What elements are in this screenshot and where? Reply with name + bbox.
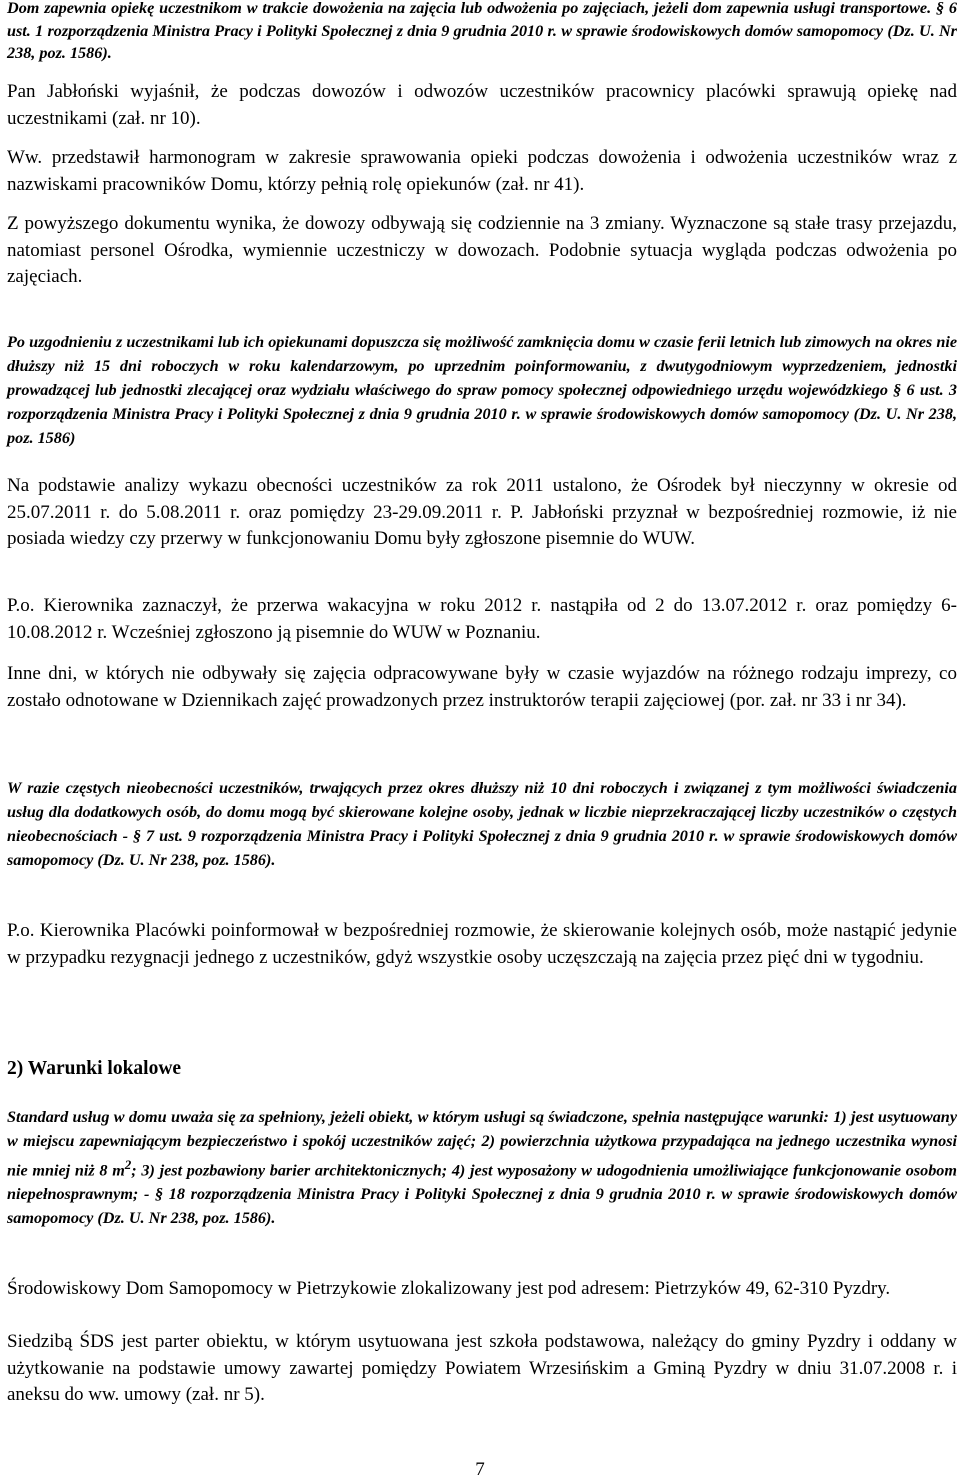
paragraph-attendance-analysis: Na podstawie analizy wykazu obecności uczestników za rok 2011 ustalono, że Ośrodek był nieczynny w okresie od 25.07.2011 r. do 5.08.2011 r. oraz pomiędzy 23-29.09.2011 r. P. Jabłoński przyznał w bezpośredniej rozmowie, iż nie posiada wiedzy czy przerwy w funkcjonowaniu Domu były zgłoszone pisemnie do WUW. xyxy=(7,475,957,549)
regulation-quote-absences: W razie częstych nieobecności uczestników, trwających przez okres dłuższy niż 10 dni roboczych i związanej z tym możliwości świadczenia usług dla dodatkowych osób, do domu mogą być skierowane kolejne osoby, jednak w liczbie nieprzekraczającej liczby uczestników o częstych nieobecnościach - § 7 ust. 9 rozporządzenia Ministra Pracy i Polityki Społecznej z dnia 9 grudnia 2010 r. w sprawie środowiskowych domów samopomocy (Dz. U. Nr 238, poz. 1586). xyxy=(7,779,957,869)
paragraph-summer-break: P.o. Kierownika zaznaczył, że przerwa wakacyjna w roku 2012 r. nastąpiła od 2 do 13.07.2012 r. oraz pomiędzy 6-10.08.2012 r. Wcześniej zgłoszono ją pisemnie do WUW w Poznaniu. xyxy=(7,595,957,643)
regulation-quote-premises xyxy=(7,1105,957,1230)
paragraph-new-participants: P.o. Kierownika Placówki poinformował w bezpośredniej rozmowie, że skierowanie kolejnych osób, może nastąpić jedynie w przypadku rezygnacji jednego z uczestników, gdyż wszystkie osoby uczęszczają na zajęcia przez pięć dni w tygodniu. xyxy=(7,920,957,968)
page-number: 7 xyxy=(475,1459,485,1480)
paragraph-address: Środowiskowy Dom Samopomocy w Pietrzykowie zlokalizowany jest pod adresem: Pietrzyków 49, 62-310 Pyzdry. xyxy=(7,1278,891,1299)
standard-text-part1: Standard usług w domu uważa się za spełniony, jeżeli obiekt, w którym usługi są świadczone, spełnia następujące warunki: 1) jest usytuowany w miejscu zapewniającym bezpieczeństwo i spokój uczestników zajęć; 2) powierzchnia użytkowa przypadająca na jednego uczestnika wynosi nie mniej niż 8 m xyxy=(7,1108,957,1180)
paragraph-other-days: Inne dni, w których nie odbywały się zajęcia odpracowywane były w czasie wyjazdów na różnego rodzaju imprezy, co zostało odnotowane w Dziennikach zajęć prowadzonych przez instruktorów terapii zajęciowej (por. zał. nr 33 i nr 34). xyxy=(7,663,957,711)
paragraph-seat: Siedzibą ŚDS jest parter obiektu, w którym usytuowana jest szkoła podstawowa, należący do gminy Pyzdry i oddany w użytkowanie na podstawie umowy zawartej pomiędzy Powiatem Wrzesińskim a Gminą Pyzdry w dniu 31.07.2008 r. i aneksu do ww. umowy (zał. nr 5). xyxy=(7,1331,957,1405)
regulation-quote-transport: Dom zapewnia opiekę uczestnikom w trakcie dowożenia na zajęcia lub odwożenia po zajęciach, jeżeli dom zapewnia usługi transportowe. § 6 ust. 1 rozporządzenia Ministra Pracy i Polityki Społecznej z dnia 9 grudnia 2010 r. w sprawie środowiskowych domów samopomocy (Dz. U. Nr 238, poz. 1586). xyxy=(7,0,957,62)
section-heading: 2) Warunki lokalowe xyxy=(7,1058,182,1079)
paragraph-shifts: Z powyższego dokumentu wynika, że dowozy odbywają się codziennie na 3 zmiany. Wyznaczone są stałe trasy przejazdu, natomiast personel Ośrodka, wymiennie uczestniczy w dowozach. Podobnie sytuacja wygląda podczas odwożenia po zajęciach. xyxy=(7,213,957,287)
superscript-2: 2 xyxy=(124,1157,132,1172)
regulation-quote-closure: Po uzgodnieniu z uczestnikami lub ich opiekunami dopuszcza się możliwość zamknięcia domu w czasie ferii letnich lub zimowych na okres nie dłuższy niż 15 dni roboczych w roku kalendarzowym, po uprzednim poinformowaniu, z dwutygodniowym wyprzedzeniem, jednostki prowadzącej lub jednostki zlecającej oraz wydziału właściwego do spraw pomocy społecznej odpowiedniego urzędu wojewódzkiego § 6 ust. 3 rozporządzenia Ministra Pracy i Polityki Społecznej z dnia 9 grudnia 2010 r. w sprawie środowiskowych domów samopomocy (Dz. U. Nr 238, poz. 1586) xyxy=(7,333,957,447)
standard-text-part2: ; 3) jest pozbawiony barier architektonicznych; 4) jest wyposażony w udogodnienia umożliwiające funkcjonowanie osobom niepełnosprawnym; - § 18 rozporządzenia Ministra Pracy i Polityki Społecznej z dnia 9 grudnia 2010 r. w sprawie środowiskowych domów samopomocy (Dz. U. Nr 238, poz. 1586). xyxy=(7,1161,957,1228)
paragraph-supervision: Pan Jabłoński wyjaśnił, że podczas dowozów i odwozów uczestników pracownicy placówki sprawują opiekę nad uczestnikami (zał. nr 10). xyxy=(7,81,957,129)
paragraph-schedule: Ww. przedstawił harmonogram w zakresie sprawowania opieki podczas dowożenia i odwożenia uczestników wraz z nazwiskami pracowników Domu, którzy pełnią rolę opiekunów (zał. nr 41). xyxy=(7,147,957,195)
